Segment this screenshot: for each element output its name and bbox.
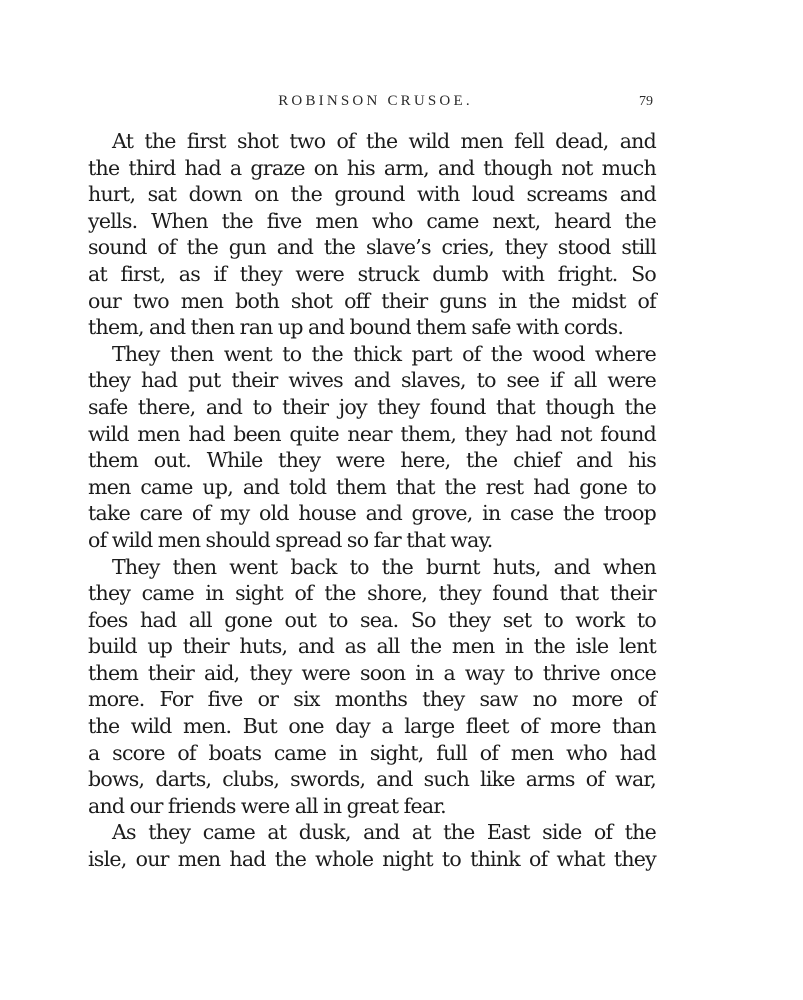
running-title: ROBINSON CRUSOE. (278, 93, 473, 109)
text-line: At the first shot two of the wild men fell dead, and (112, 129, 656, 153)
text-line: safe there, and to their joy they found that though the (88, 394, 656, 419)
text-line: yells. When the five men who came next, heard the (88, 208, 656, 233)
text-line: sound of the gun and the slave’s cries, they stood still (88, 235, 656, 260)
text-line: them out. While they were here, the chief and his (88, 448, 656, 473)
text-line: As they came at dusk, and at the East side of the (112, 820, 656, 845)
text-line: a score of boats came in sight, full of men who had (88, 740, 656, 765)
text-line: bows, darts, clubs, swords, and such like arms of war, (88, 767, 656, 792)
page-number: 79 (639, 94, 653, 109)
text-line: men came up, and told them that the rest had gone to (88, 474, 656, 499)
text-line: they had put their wives and slaves, to see if all were (88, 368, 656, 393)
text-line: build up their huts, and as all the men in the isle lent (88, 634, 656, 659)
text-line: wild men had been quite near them, they had not found (88, 421, 656, 446)
text-line: of wild men should spread so far that way. (88, 527, 493, 552)
text-line: and our friends were all in great fear. (88, 793, 446, 818)
text-line: the wild men. But one day a large fleet of more than (88, 714, 656, 739)
text-line: more. For five or six months they saw no more of (88, 687, 656, 712)
text-line: They then went back to the burnt huts, and when (112, 554, 656, 579)
text-line: foes had all gone out to sea. So they set to work to (88, 607, 656, 632)
text-line: the third had a graze on his arm, and though not much (88, 155, 656, 180)
text-line: they came in sight of the shore, they found that their (88, 581, 656, 606)
body-text (88, 128, 656, 873)
text-line: isle, our men had the whole night to think of what they (88, 847, 656, 872)
text-line: take care of my old house and grove, in case the troop (88, 501, 656, 526)
text-line: them their aid, they were soon in a way to thrive once (88, 660, 656, 685)
text-line: They then went to the thick part of the wood where (112, 341, 656, 366)
text-line: them, and then ran up and bound them safe with cords. (88, 315, 624, 340)
running-header (88, 93, 663, 113)
text-line: our two men both shot off their guns in the midst of (88, 288, 656, 313)
text-line: at first, as if they were struck dumb with fright. So (88, 261, 656, 286)
text-line: hurt, sat down on the ground with loud screams and (88, 182, 656, 207)
